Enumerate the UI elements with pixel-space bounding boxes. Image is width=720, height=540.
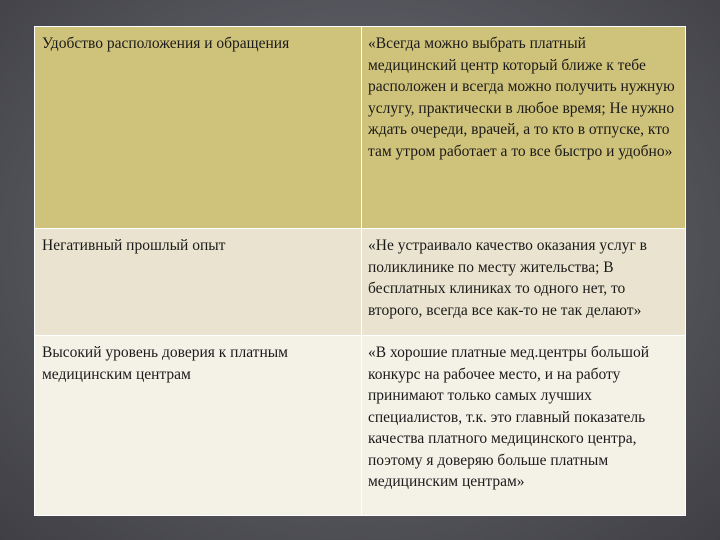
table-row	[35, 229, 686, 336]
factor-cell: Высокий уровень доверия к платным медицинским центрам	[35, 336, 362, 516]
factors-table	[34, 26, 686, 516]
quote-cell: «Всегда можно выбрать платный медицинский центр который ближе к тебе расположен и всегда можно получить нужную услугу, практически в любое время; Не нужно ждать очереди, врачей, а то кто в отпуске, кто там утром работает а то все быстро и удобно»	[362, 27, 686, 229]
factor-cell: Удобство расположения и обращения	[35, 27, 362, 229]
quote-cell: «Не устраивало качество оказания услуг в поликлинике по месту жительства; В бесплатных клиниках то одного нет, то второго, всегда все как-то не так делают»	[362, 229, 686, 336]
table-row	[35, 27, 686, 229]
table-row	[35, 336, 686, 516]
quote-cell: «В хорошие платные мед.центры большой конкурс на рабочее место, и на работу принимают только самых лучших специалистов, т.к. это главный показатель качества платного медицинского центра, поэтому я доверяю больше платным медицинским центрам»	[362, 336, 686, 516]
factor-cell: Негативный прошлый опыт	[35, 229, 362, 336]
